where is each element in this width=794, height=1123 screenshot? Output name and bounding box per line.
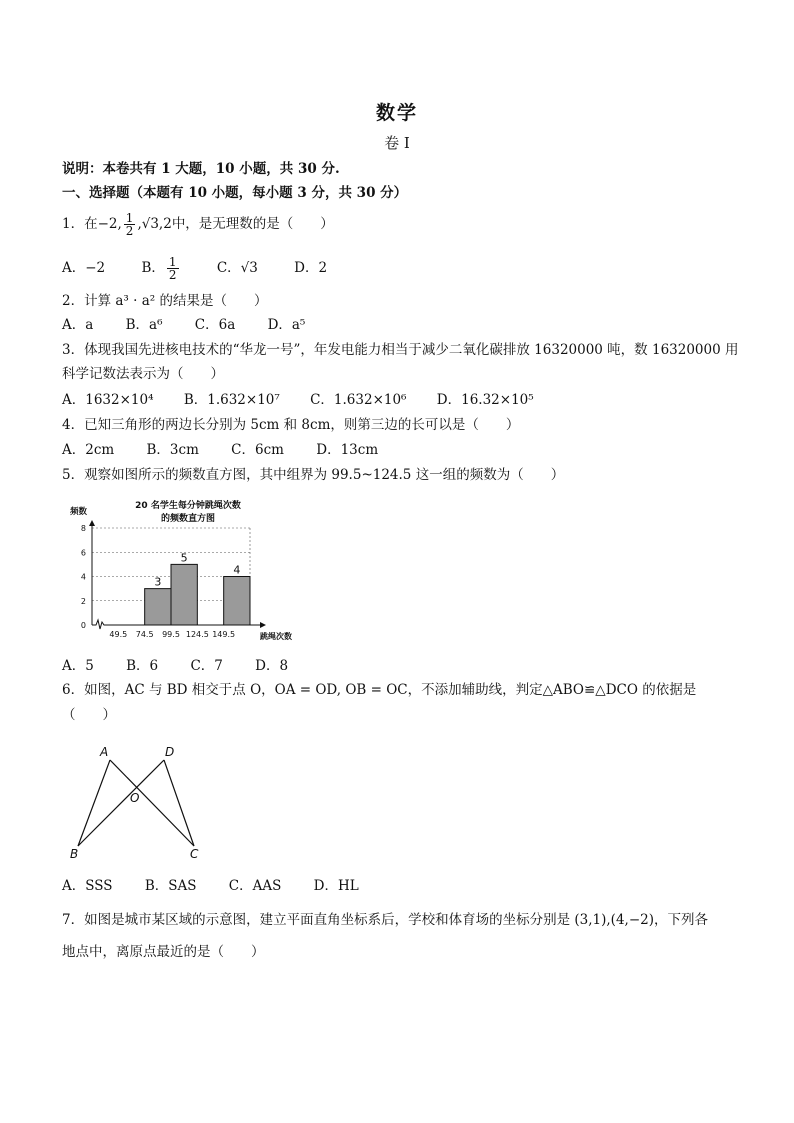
histogram-bar-1 — [145, 589, 171, 625]
q6-option-b[interactable]: B．SAS — [144, 878, 197, 894]
bar-value-label-1: 3 — [154, 575, 162, 589]
q1-frac-den: 2 — [125, 224, 134, 238]
q1-optb-num: 1 — [168, 255, 177, 269]
q3-option-d[interactable]: D．16.32×10⁵ — [436, 392, 534, 408]
x-tick-149.5: 149.5 — [212, 630, 236, 639]
q1-option-a[interactable]: A．−2 — [62, 260, 106, 276]
chart-x-ticks — [109, 630, 235, 639]
q4-option-d[interactable]: D．13cm — [316, 442, 379, 458]
y-axis-label: 频数 — [70, 507, 88, 517]
intro-text: 说明：本卷共有 1 大题，10 小题，共 30 分. — [62, 161, 340, 177]
question-7-line1: 7．如图是城市某区域的示意图，建立平面直角坐标系后，学校和体育场的坐标分别是 (3,1),(4,−2)，下列各 — [62, 912, 708, 928]
y-tick-8: 8 — [80, 524, 86, 533]
q6-option-c[interactable]: C．AAS — [228, 878, 282, 894]
q2-option-d[interactable]: D．a⁵ — [267, 317, 306, 333]
q1-fraction — [124, 212, 136, 237]
q1-prefix: 1．在 — [62, 216, 98, 232]
q2-option-a[interactable]: A．a — [62, 317, 94, 333]
q4-option-c[interactable]: C．6cm — [231, 442, 284, 458]
q5-option-c[interactable]: C．7 — [190, 658, 223, 674]
bar-value-label-2: 5 — [180, 551, 188, 565]
x-tick-49.5: 49.5 — [109, 630, 128, 639]
q1-optb-den: 2 — [168, 268, 177, 282]
q3-option-c[interactable]: C．1.632×10⁶ — [310, 392, 407, 408]
question-3-line1: 3．体现我国先进核电技术的“华龙一号”，年发电能力相当于减少二氧化碳排放 16320000 吨，数 16320000 用 — [62, 342, 739, 358]
q4-options — [62, 441, 406, 459]
page-subtitle: 卷 I — [384, 134, 410, 152]
chart-title: 20 名学生每分钟跳绳次数 — [135, 501, 241, 511]
q3-option-b[interactable]: B．1.632×10⁷ — [183, 392, 280, 408]
y-tick-0: 0 — [80, 621, 86, 630]
question-1 — [62, 212, 334, 237]
chart-bars — [145, 551, 250, 625]
chart-y-ticks — [81, 524, 86, 630]
q1-option-b-letter: B． — [141, 260, 165, 276]
point-a-label: A — [100, 745, 109, 759]
y-axis-arrow — [89, 520, 95, 526]
page-title: 数学 — [375, 102, 418, 124]
line-d-b — [78, 760, 164, 846]
q3-options — [62, 391, 562, 409]
x-tick-74.5: 74.5 — [135, 630, 154, 639]
q4-option-a[interactable]: A．2cm — [62, 442, 115, 458]
question-7-line2: 地点中，离原点最近的是（ ） — [62, 944, 265, 960]
point-c-label: C — [190, 847, 199, 861]
x-tick-99.5: 99.5 — [162, 630, 180, 639]
line-d-c — [164, 760, 194, 846]
q4-option-b[interactable]: B．3cm — [146, 442, 199, 458]
bar-value-label-3: 4 — [233, 563, 241, 577]
q1-suffix: 中，是无理数的是（ ） — [171, 216, 334, 232]
y-tick-6: 6 — [80, 548, 86, 558]
q6-option-a[interactable]: A．SSS — [62, 878, 113, 894]
question-5: 5．观察如图所示的频数直方图，其中组界为 99.5~124.5 这一组的频数为（ ） — [62, 467, 565, 483]
question-6-line2: （ ） — [62, 707, 116, 723]
y-tick-4: 4 — [80, 572, 86, 582]
x-axis-label: 跳绳次数 — [260, 632, 292, 641]
section-heading: 一、选择题（本题有 10 小题，每小题 3 分，共 30 分） — [62, 185, 408, 201]
q1-option-b-fraction — [167, 256, 179, 281]
q1-options — [62, 256, 355, 281]
q6-options — [62, 877, 387, 895]
q6-option-d[interactable]: D．HL — [313, 878, 359, 894]
q1-list-a: −2, — [97, 216, 122, 232]
question-4: 4．已知三角形的两边长分别为 5cm 和 8cm，则第三边的长可以是（ ） — [62, 417, 520, 433]
q1-list-b: ,√3,2 — [137, 216, 172, 232]
point-o-label: O — [130, 791, 140, 805]
frequency-histogram — [64, 492, 300, 644]
line-a-c — [110, 760, 194, 846]
q5-option-a[interactable]: A．5 — [62, 658, 94, 674]
histogram-bar-2 — [171, 564, 197, 625]
q2-option-c[interactable]: C．6a — [194, 317, 236, 333]
question-2: 2．计算 a³ · a² 的结果是（ ） — [62, 293, 268, 309]
q1-option-b[interactable] — [141, 256, 180, 281]
point-d-label: D — [165, 745, 175, 759]
q2-options — [62, 316, 333, 334]
chart-subtitle: 的频数直方图 — [160, 514, 216, 524]
y-tick-2: 2 — [80, 596, 86, 606]
q2-option-b[interactable]: B．a⁶ — [125, 317, 163, 333]
q5-options — [62, 657, 316, 675]
q3-option-a[interactable]: A．1632×10⁴ — [62, 392, 154, 408]
histogram-bar-3 — [224, 577, 250, 626]
q5-option-b[interactable]: B．6 — [126, 658, 159, 674]
line-a-b — [78, 760, 110, 846]
question-6-line1: 6．如图，AC 与 BD 相交于点 O，OA = OD, OB = OC，不添加辅助线，判定△ABO≌△DCO 的依据是 — [62, 682, 697, 698]
x-axis-arrow — [260, 622, 266, 628]
q1-frac-num: 1 — [125, 211, 134, 225]
question-3-line2: 科学记数法表示为（ ） — [62, 366, 224, 382]
triangle-figure — [66, 740, 216, 866]
x-tick-124.5: 124.5 — [185, 630, 209, 639]
point-b-label: B — [70, 847, 79, 861]
q5-option-d[interactable]: D．8 — [255, 658, 289, 674]
q1-option-c[interactable]: C．√3 — [216, 260, 258, 276]
q1-option-d[interactable]: D．2 — [294, 260, 328, 276]
